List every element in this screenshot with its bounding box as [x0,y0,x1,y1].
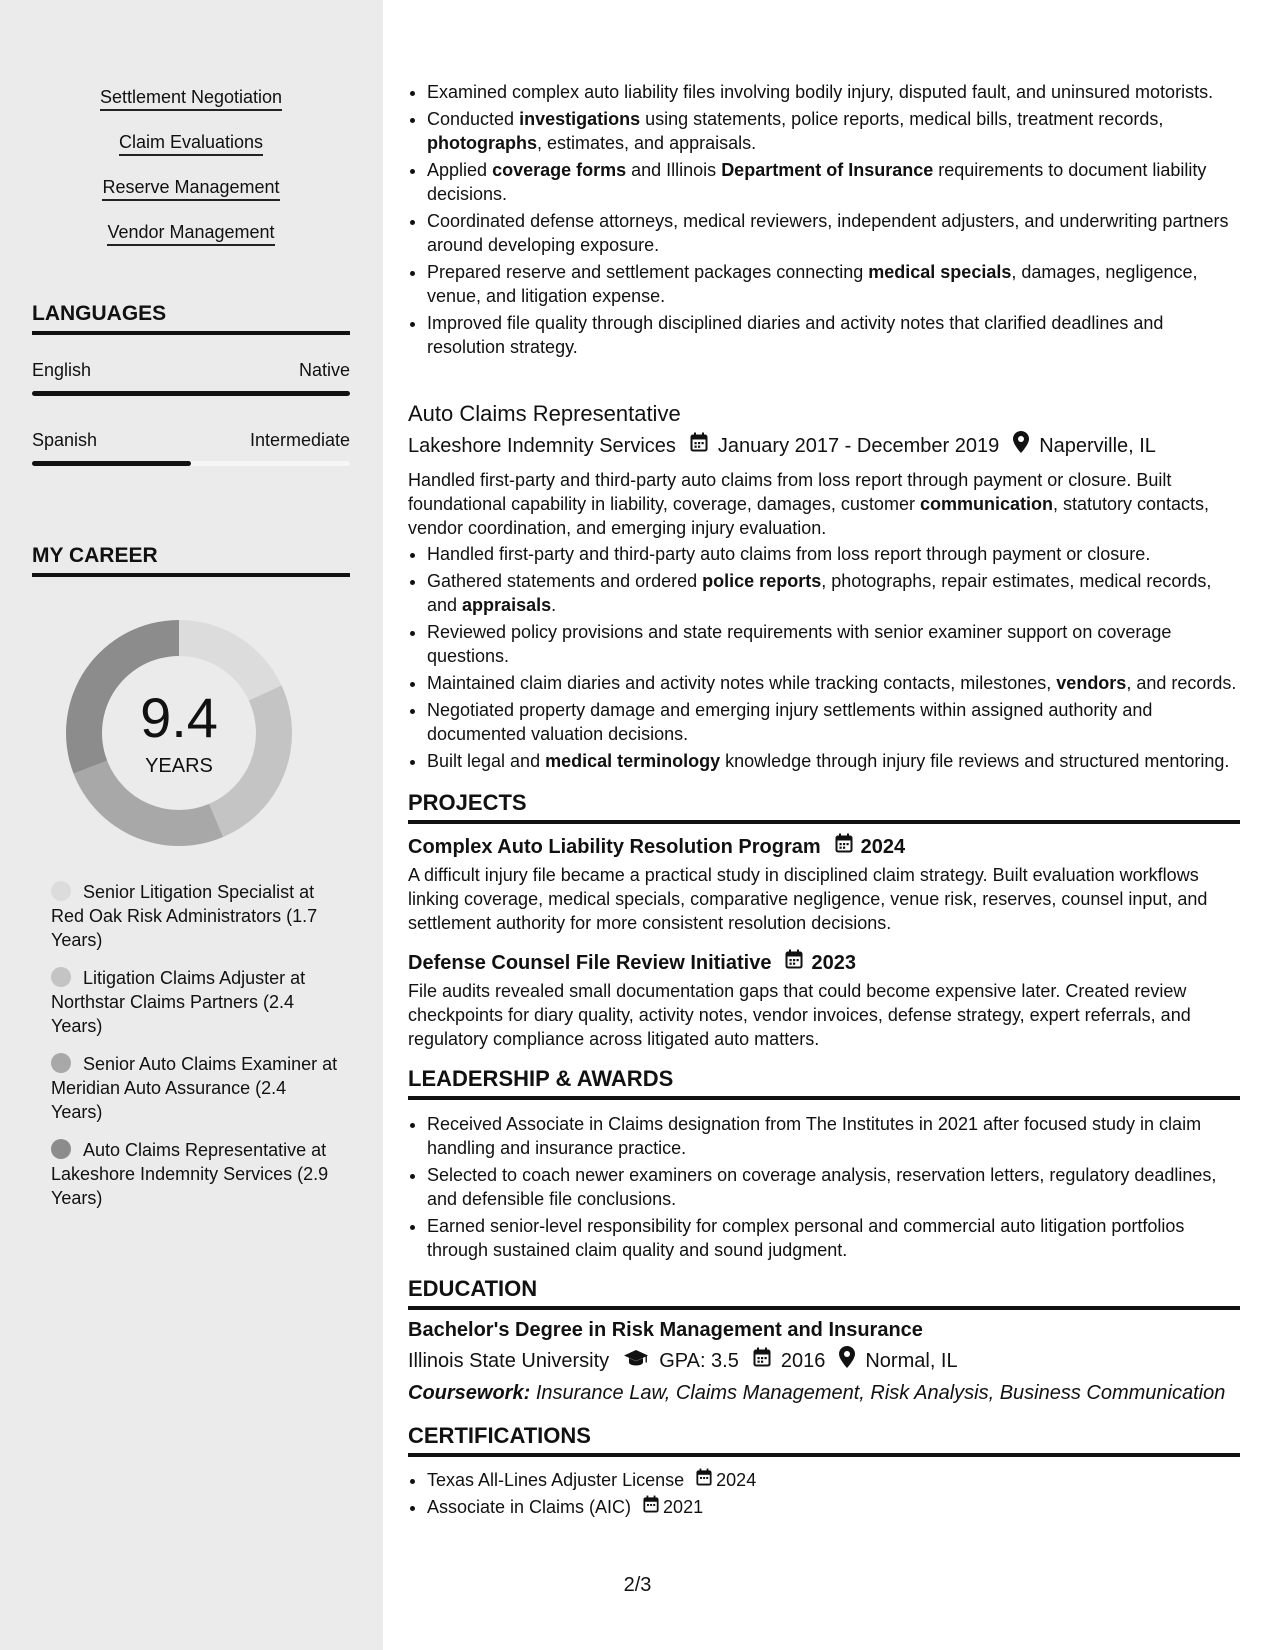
leadership-item: • Selected to coach newer examiners on coverage analysis, reservation letters, regulatory deadlines, and defensible file conclusions. [427,1163,1240,1211]
legend-dot-icon [51,881,71,901]
bold-keyword: vendors [1056,673,1127,693]
legend-dot-icon [51,967,71,987]
career-total-years: 9.4 [140,686,218,749]
career-legend-text: Litigation Claims Adjuster at Northstar Claims Partners (2.4 Years) [51,968,306,1036]
language-bar-fill [32,461,191,466]
career-heading: MY CAREER [32,542,350,577]
project-item [408,949,1240,1051]
certification-item [427,1468,1240,1492]
skill-item: Vendor Management [107,221,274,246]
job-title: Auto Claims Representative [408,401,681,426]
project-title: Defense Counsel File Review Initiative [408,951,772,974]
previous-job-bullets [408,80,1240,362]
project-title: Complex Auto Liability Resolution Program [408,835,821,858]
education-school: Illinois State University [408,1349,610,1372]
education-meta [408,1346,1240,1375]
bold-keyword: investigations [519,109,641,129]
career-legend-text: Senior Litigation Specialist at Red Oak Risk Administrators (1.7 Years) [51,882,318,950]
language-name: Spanish [32,430,98,450]
bullet-item: • Gathered statements and ordered police reports, photographs, repair estimates, medical records, and appraisals. [427,569,1240,617]
bold-keyword: police reports [702,571,822,591]
career-legend-item [51,1052,341,1124]
bullet-item: • Maintained claim diaries and activity notes while tracking contacts, milestones, vendors, and records. [427,671,1240,695]
project-year: 2024 [860,835,906,858]
project-description: A difficult injury file became a practical study in disciplined claim strategy. Built evaluation workflows linking coverage, medical specials, comparative negligence, venue risk, reserves, counsel input, and settlement authority for more consistent resolution decisions. [408,865,1208,933]
leadership-item: • Received Associate in Claims designation from The Institutes in 2021 after focused study in claim handling and insurance practice. [427,1112,1240,1160]
bullet-item: • Prepared reserve and settlement packages connecting medical specials, damages, negligence, venue, and litigation expense. [427,260,1240,308]
bold-keyword: Department of Insurance [721,160,934,180]
certification-year: 2021 [663,1497,704,1517]
language-bar [32,391,350,396]
bold-keyword: photographs [427,133,537,153]
project-year: 2023 [811,951,856,974]
bullet-item: • Handled first-party and third-party auto claims from loss report through payment or closure. [427,542,1240,566]
bold-keyword: medical specials [868,262,1012,282]
bullet-item: • Applied coverage forms and Illinois Department of Insurance requirements to document liability decisions. [427,158,1240,206]
language-bar-fill [32,391,350,396]
skills-list [32,86,350,266]
career-legend-item [51,880,341,952]
job-location: Naperville, IL [1039,434,1156,457]
career-legend-text: Auto Claims Representative at Lakeshore Indemnity Services (2.9 Years) [51,1140,329,1208]
sidebar [0,0,383,1650]
career-legend [51,880,341,1224]
language-level: Native [298,360,350,380]
job-summary: Handled first-party and third-party auto claims from loss report through payment or closure. Built foundational capability in liability, coverage, damages, customer communication, statutory contacts, vendor coordination, and emerging injury evaluation. [408,470,1210,538]
coursework-list: Insurance Law, Claims Management, Risk Analysis, Business Communication [535,1382,1226,1404]
language-name: English [32,360,92,380]
language-level: Intermediate [249,430,350,450]
education-coursework [408,1380,1240,1406]
certifications-heading: CERTIFICATIONS [408,1422,1240,1457]
legend-dot-icon [51,1139,71,1159]
job-meta [408,431,1240,460]
language-english [32,359,350,396]
skill-item: Settlement Negotiation [100,86,282,111]
bullet-item: • Conducted investigations using statements, police reports, medical bills, treatment records, photographs, estimates, and appraisals. [427,107,1240,155]
bullet-item: • Built legal and medical terminology knowledge through injury file reviews and structured mentoring. [427,749,1240,773]
leadership-list [408,1112,1240,1262]
languages-heading: LANGUAGES [32,300,350,335]
calendar-icon [835,833,853,860]
certification-name: • Texas All-Lines Adjuster License [427,1470,685,1490]
career-legend-item [51,966,341,1038]
job-entry [408,400,1240,1522]
certification-name: • Associate in Claims (AIC) [427,1497,632,1517]
certification-year: 2024 [716,1470,757,1490]
bold-keyword: communication [919,494,1053,514]
leadership-item: • Earned senior-level responsibility for complex personal and commercial auto litigation portfolios through sustained claim quality and sound judgment. [427,1214,1240,1262]
language-bar [32,461,350,466]
job-dates: January 2017 - December 2019 [717,434,1000,457]
project-description: File audits revealed small documentation gaps that could become expensive later. Created review checkpoints for diary quality, activity notes, vendor invoices, defense strategy, expert referrals, and regulatory compliance across litigated auto matters. [408,981,1191,1049]
graduation-cap-icon [623,1348,649,1374]
leadership-heading: LEADERSHIP & AWARDS [408,1065,1240,1100]
certification-item [427,1495,1240,1519]
bullet-item: • Negotiated property damage and emerging injury settlements within assigned authority and documented valuation decisions. [427,698,1240,746]
job-company: Lakeshore Indemnity Services [408,434,676,457]
education-year: 2016 [780,1349,826,1372]
calendar-icon [643,1495,659,1519]
language-spanish [32,429,350,466]
calendar-icon [785,949,803,976]
project-item [408,833,1240,935]
career-years-label: YEARS [145,755,213,777]
calendar-icon [753,1347,771,1374]
location-pin-icon [839,1346,855,1375]
legend-dot-icon [51,1053,71,1073]
skill-item: Claim Evaluations [119,131,263,156]
page-number: 2/3 [623,1574,652,1596]
bullet-item: • Improved file quality through disciplined diaries and activity notes that clarified deadlines and resolution strategy. [427,311,1240,359]
certifications-list [408,1468,1240,1519]
bold-keyword: coverage forms [492,160,627,180]
bullet-item: • Coordinated defense attorneys, medical reviewers, independent adjusters, and underwriting partners around developing exposure. [427,209,1240,257]
calendar-icon [696,1468,712,1492]
education-heading: EDUCATION [408,1275,1240,1310]
job-bullets [408,542,1240,773]
coursework-label: Coursework: [408,1382,531,1404]
bold-keyword: appraisals [462,595,552,615]
bullet-item: • Examined complex auto liability files involving bodily injury, disputed fault, and uninsured motorists. [427,80,1240,104]
projects-heading: PROJECTS [408,789,1240,824]
education-location: Normal, IL [865,1349,958,1372]
bullet-item: • Reviewed policy provisions and state requirements with senior examiner support on coverage questions. [427,620,1240,668]
career-legend-text: Senior Auto Claims Examiner at Meridian Auto Assurance (2.4 Years) [51,1054,338,1122]
education-gpa: GPA: 3.5 [659,1349,739,1372]
skill-item: Reserve Management [102,176,279,201]
calendar-icon [690,432,708,459]
bold-keyword: medical terminology [545,751,721,771]
education-degree: Bachelor's Degree in Risk Management and Insurance [408,1319,923,1341]
location-pin-icon [1013,431,1029,460]
career-legend-item [51,1138,341,1210]
